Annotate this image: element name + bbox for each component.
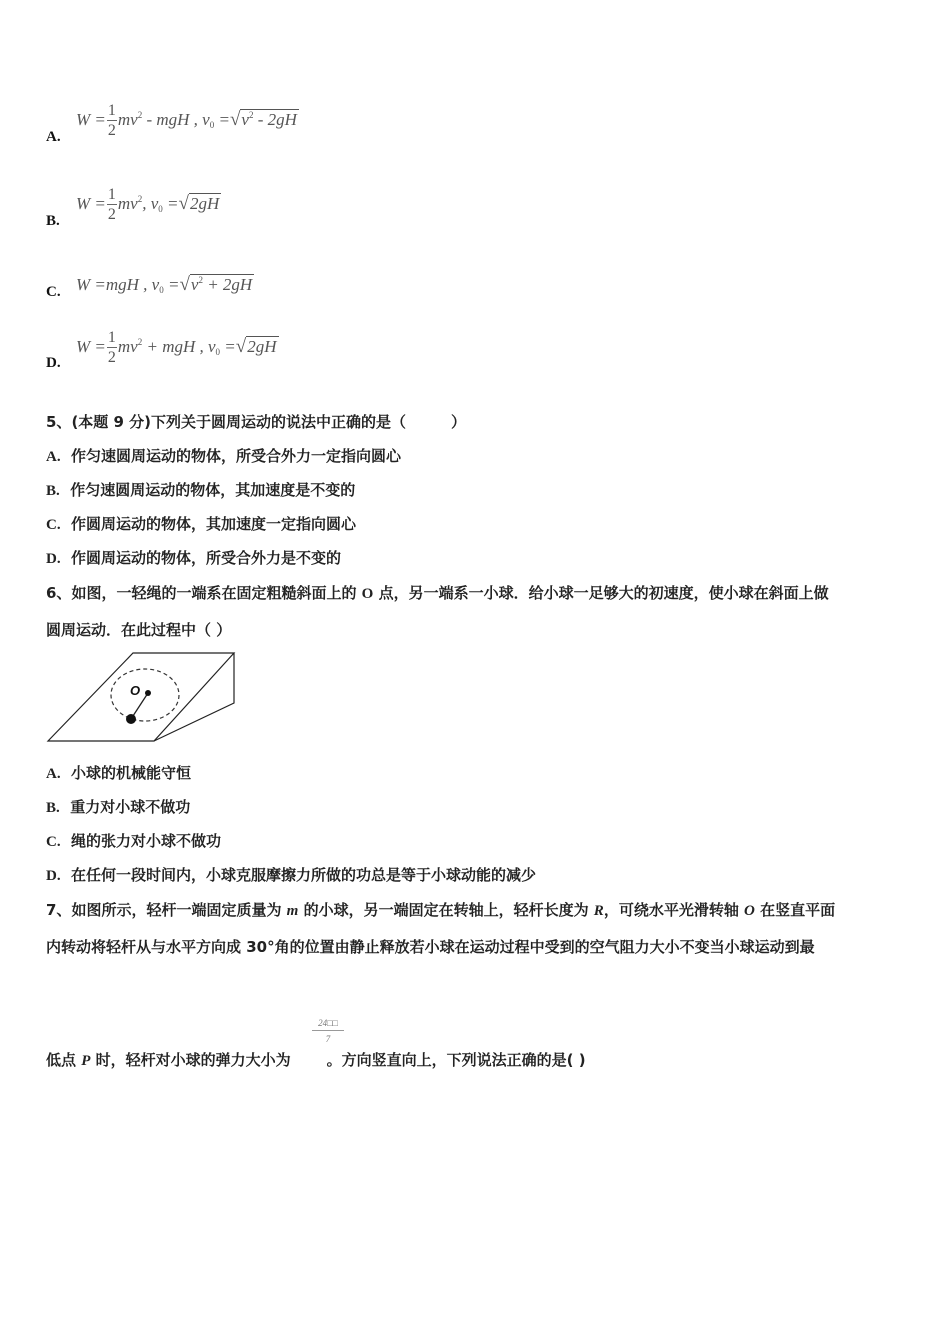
option-label: A. (46, 129, 61, 145)
q5-option-a: A. 作匀速圆周运动的物体，所受合外力一定指向圆心 (46, 447, 402, 465)
q6-stem-line1: 6、如图，一轻绳的一端系在固定粗糙斜面上的 O 点，另一端系一小球．给小球一足够大的初速度，使小球在斜面上做 (46, 584, 829, 602)
q6-option-b: B. 重力对小球不做功 (46, 798, 191, 816)
q6-option-d: D. 在任何一段时间内，小球克服摩擦力所做的功总是等于小球动能的减少 (46, 866, 537, 884)
q5-option-b: B. 作匀速圆周运动的物体，其加速度是不变的 (46, 481, 356, 499)
option-label: D. (46, 355, 61, 371)
q4-option-c (46, 270, 386, 305)
q5-stem: 5、(本题 9 分)下列关于圆周运动的说法中正确的是（ ） (46, 413, 467, 431)
option-label: B. (46, 213, 60, 229)
q4-option-d (46, 328, 386, 378)
option-label: C. (46, 284, 61, 300)
q4-option-b (46, 184, 386, 234)
svg-text:O: O (130, 683, 141, 698)
q5-option-c: C. 作圆周运动的物体，其加速度一定指向圆心 (46, 515, 357, 533)
q6-stem-line2: 圆周运动．在此过程中（ ） (46, 621, 232, 639)
formula: W = $\frac{1}{2}$ $mv^2$, $v_0 =√2gH$ (76, 186, 220, 223)
q7-stem-line3: 低点 P 时，轻杆对小球的弹力大小为 。方向竖直向上，下列说法正确的是( ) (46, 1051, 586, 1069)
inclined-plane-diagram (44, 648, 244, 748)
q6-option-c: C. 绳的张力对小球不做功 (46, 832, 222, 850)
q7-stem-line1: 7、如图所示，轻杆一端固定质量为 m 的小球，另一端固定在转轴上，轻杆长度为 R，可绕水平光滑转轴 O 在竖直平面 (46, 901, 836, 919)
incline-figure (44, 648, 244, 748)
formula: W = $\frac{1}{2}$ $mv^2$ + mgH , $v_0 =√2gH$ (76, 329, 277, 366)
formula: W = $\frac{1}{2}$ $mv^2$ - mgH , $v_0 =√v^2 - 2gH$ (76, 102, 297, 139)
q7-stem-line2: 内转动将轻杆从与水平方向成 30°角的位置由静止释放若小球在运动过程中受到的空气阻力大小不变当小球运动到最 (46, 938, 815, 956)
q7-force-fraction: $\frac{24□□}{7}$ (312, 1019, 344, 1044)
q4-option-a (46, 100, 386, 150)
q6-option-a: A. 小球的机械能守恒 (46, 764, 192, 782)
q5-option-d: D. 作圆周运动的物体，所受合外力是不变的 (46, 549, 342, 567)
formula: W =mgH , $v_0 =√v^2 + 2gH$ (76, 274, 253, 295)
